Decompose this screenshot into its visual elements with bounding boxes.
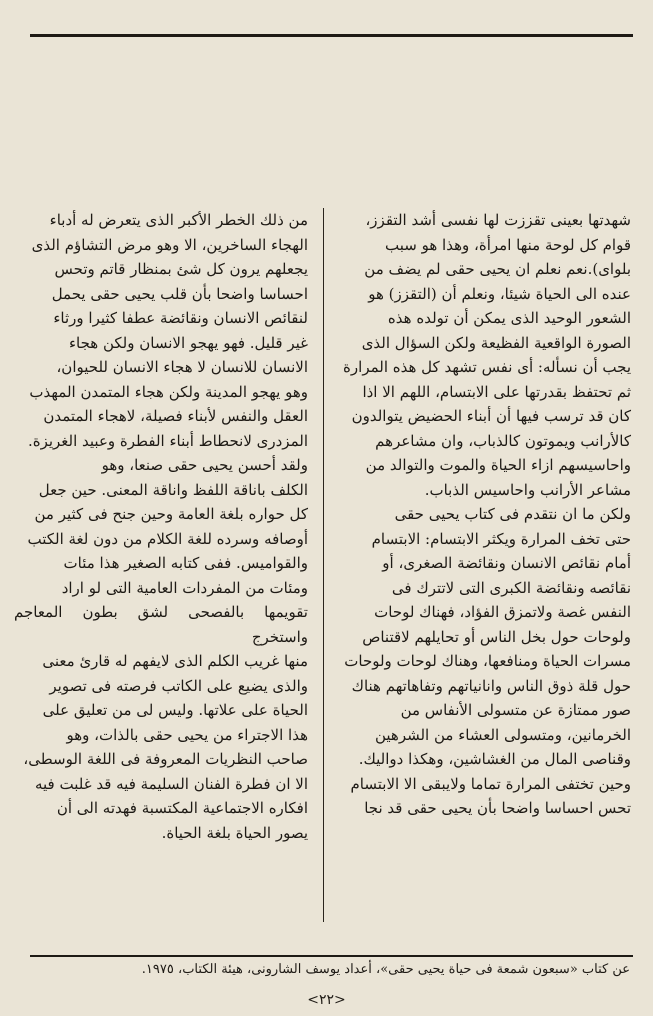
article-column-left: من ذلك الخطر الأكبر الذى يتعرض له أدباء الهجاء الساخرين، الا وهو مرض التشاؤم الذى يجعلهم يرون كل شئ بمنظار قاتم وتحس احساسا واضحا بأن قلب يحيى حقى يحمل لنقائص الانسان ونقائضة عطفا كثيرا ورثاء غير قليل. فهو يهجو الانسان ولكن هجاء الانسان للانسان لا هجاء الانسان للحيوان، وهو يهجو المدينة ولكن هجاء المتمدن المهذب العقل والنفس لأبناء فصيلة، لاهجاء المتمدن المزدرى لانحطاط أبناء الفطرة وعبيد الغريزة. ولقد أحسن يحيى حقى صنعا، وهو الكلف باناقة اللفظ واناقة المعنى. حين جعل كل حواره بلغة العامة وحين جنح فى كثير من أوصافه وسرده للغة الكلام من دون لغة الكتب والقواميس. ففى كتابه الصغير هذا مئات ومئات من المفردات العامية التى لو اراد تقويمها بالفصحى لشق بطون المعاجم واستخرج منها غريب الكلم الذى لايفهم له قارئ معنى والذى يضيع على الكاتب فرصته فى تصوير الحياة على علاتها. وليس لى من تعليق على هذا الاجتراء من يحيى حقى بالذات، وهو صاحب النظريات المعروفة فى اللغة الوسطى، الا ان فطرة الفنان السليمة فيه قد غلبت فيه افكاره الاجتماعية المكتسبة فهدته الى أن يصور الحياة بلغة الحياة. <box>14 211 308 842</box>
source-footnote: عن كتاب «سبعون شمعة فى حياة يحيى حقى»، أعداد يوسف الشارونى، هيئة الكتاب، ١٩٧٥. <box>141 962 630 977</box>
bottom-rule <box>30 955 633 957</box>
column-divider <box>323 208 324 922</box>
top-rule <box>30 34 633 37</box>
page-number: <٢٢> <box>307 992 346 1008</box>
article-column-right: شهدتها بعينى تقززت لها نفسى أشد التقزز، قوام كل لوحة منها امرأة، وهذا هو سبب بلواى).نعم نعلم ان يحيى حقى لم يضف من عنده الى الحياة شيئا، ونعلم أن (التقزز) هو الشعور الوحيد الذى يمكن أن تولده هذه الصورة الواقعية الفظيعة ولكن السؤال الذى يجب أن نسأله: أى نفس تشهد كل هذه المرارة ثم تحتفظ بقدرتها على الابتسام، اللهم الا اذا كان قد ترسب فيها أن أبناء الحضيض يتوالدون كالأرانب ويموتون كالذباب، وان مشاعرهم واحاسيسهم ازاء الحياة والموت والتوالد من مشاعر الأرانب واحاسيس الذباب. ولكن ما ان نتقدم فى كتاب يحيى حقى حتى تخف المرارة ويكثر الابتسام: الابتسام أمام نقائص الانسان ونقائضة الصغرى، أو نقائصه ونقائضة الكبرى التى لاتترك فى النفس غصة ولاتمزق الفؤاد، فهناك لوحات ولوحات حول بخل الناس أو تحايلهم لاقتناص مسرات الحياة ومنافعها، وهناك لوحات ولوحات حول قلة ذوق الناس وانانياتهم وتفاهاتهم هناك صور ممتازة عن متسولى الأنفاس من الخرمانين، ومتسولى العشاء من الشرهين وقناصى المال من الغشاشين، وهكذا دواليك. وحين تختفى المرارة تماما ولايبقى الا الابتسام تحس احساسا واضحا بأن يحيى حقى قد نجا <box>343 211 631 817</box>
